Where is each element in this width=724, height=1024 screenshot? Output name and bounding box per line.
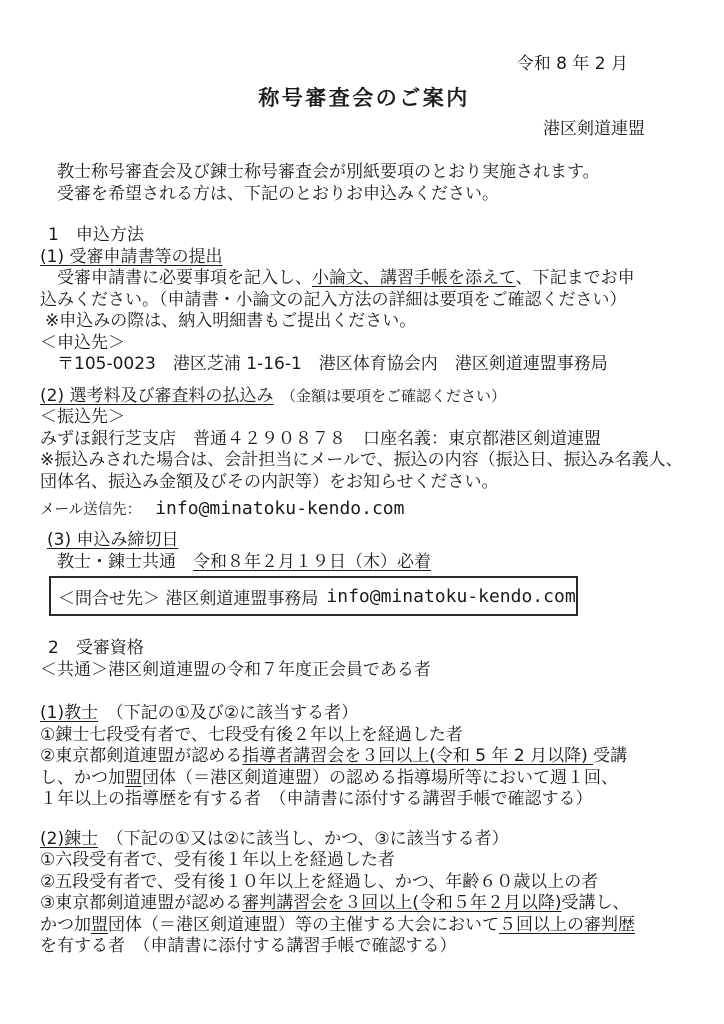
text-segment: 団体（＝港区剣道連盟）の認める指導場所等において週１回、 [142, 767, 618, 788]
kyoshi-item-2-line-2 [40, 768, 688, 790]
kyoshi-item-2-line-3: １年以上の指導歴を有する者 （申請書に添付する講習手帳で確認する） [40, 789, 593, 809]
deadline-line [40, 552, 688, 574]
intro-line-2: 受審を希望される方は、下記のとおりお申込みください。 [40, 183, 499, 204]
subsection-1-2-title-line [40, 386, 688, 408]
kyoshi-title: (1)教士 [40, 703, 99, 723]
underlined-segment: 審判講習会を３回以上(令和５年２月以降) [242, 893, 562, 913]
issuing-organization: 港区剣道連盟 [543, 118, 645, 139]
submission-paragraph-line-1 [40, 268, 688, 290]
renshi-title-line [40, 829, 688, 851]
text-segment: かつ加 [40, 914, 91, 935]
renshi-item-2: ②五段受有者で、受有後１０年以上を経過し、かつ、年齢６０歳以上の者 [40, 871, 599, 892]
mail-address: info@minatoku-kendo.com [155, 498, 405, 519]
kyoshi-title-note: （下記の①及び②に該当する者） [98, 703, 359, 723]
contact-box-email: info@minatoku-kendo.com [326, 585, 576, 607]
underlined-segment: 盟 [125, 767, 142, 788]
subsection-1-1-title: (1) 受審申請書等の提出 [40, 246, 223, 267]
submission-note: ※申込みの際は、納入明細書もご提出ください。 [45, 311, 417, 331]
contact-box [49, 576, 578, 616]
payment-note-line-2: 団体名、振込み金額及びその内訳等）をお知らせください。 [40, 471, 499, 492]
subsection-1-3-title-line [40, 530, 688, 552]
underlined-segment: 盟 [91, 914, 108, 935]
renshi-title-note: （下記の①又は②に該当し、かつ、③に該当する者） [98, 828, 509, 849]
text-segment: ②東京都剣道連盟が認める [40, 746, 243, 766]
subsection-1-3-title: (3) 申込み締切日 [47, 530, 179, 550]
contact-box-label: ＜問合せ先＞ 港区剣道連盟事務局 [58, 588, 319, 609]
renshi-title: (2)錬士 [40, 828, 99, 849]
submission-paragraph-line-2: 込みください。（申請書・小論文の記入方法の詳細は要項をご確認ください） [40, 289, 627, 310]
underlined-segment: 小論文、講習手帳を添えて [312, 268, 516, 288]
mail-label: メール送信先： [40, 502, 142, 518]
text-segment: し、かつ加 [40, 767, 125, 788]
deadline-date: 令和８年２月１９日（木）必着 [193, 551, 431, 572]
deadline-scope: 教士・錬士共通 [40, 551, 193, 572]
document-title: 称号審査会のご案内 [258, 85, 470, 110]
text-segment: 団体（＝港区剣道連盟）等の主催する大会において [108, 914, 499, 935]
issue-date: 令和 8 年 2 月 [516, 54, 628, 74]
underlined-segment: 指導者講習会を３回以上(令和 5 年 2 月以降) [242, 746, 594, 766]
text-segment: 受審申請書に必要事項を記入し、 [40, 268, 312, 288]
intro-line-1: 教士称号審査会及び錬士称号審査会が別紙要項のとおり実施されます。 [40, 162, 600, 182]
underlined-segment: ５回以上の審判歴 [499, 914, 635, 935]
text-segment: 受講し、 [561, 893, 630, 913]
eligibility-common: ＜共通＞港区剣道連盟の令和７年度正会員である者 [40, 659, 431, 680]
kyoshi-item-2-line-1 [40, 746, 688, 768]
bank-account: みずほ銀行芝支店 普通４２９０８７８ 口座名義：東京都港区剣道連盟 [40, 428, 601, 449]
section-2-heading: 2 受審資格 [48, 638, 144, 658]
bank-label: ＜振込先＞ [40, 407, 125, 427]
text-segment: 受講 [593, 746, 628, 766]
payment-note-line-1: ※振込みされた場合は、会計担当にメールで、振込の内容（振込日、振込み名義人、 [40, 450, 683, 470]
subsection-1-1-title-line [40, 247, 688, 269]
text-segment: ③東京都剣道連盟が認める [40, 893, 243, 913]
section-1-heading: 1 申込方法 [48, 225, 144, 245]
subsection-1-2-title: (2) 選考料及び審査料の払込み [40, 385, 274, 406]
text-segment: 、下記までお申 [515, 268, 635, 288]
kyoshi-item-1: ①錬士七段受有者で、七段受有後２年以上を経過した者 [40, 724, 463, 745]
renshi-item-3-line-1 [40, 893, 688, 915]
renshi-item-3-line-2 [40, 915, 688, 937]
kyoshi-title-line [40, 703, 688, 725]
destination-address: 〒105-0023 港区芝浦 1-16-1 港区体育協会内 港区剣道連盟事務局 [40, 354, 608, 374]
mail-destination-line [40, 497, 688, 522]
renshi-item-3-line-3: を有する者 （申請書に添付する講習手帳で確認する） [40, 936, 457, 956]
destination-label: ＜申込先＞ [40, 332, 125, 353]
subsection-1-2-title-note: （金額は要項をご確認ください） [273, 386, 506, 405]
renshi-item-1: ①六段受有者で、受有後１年以上を経過した者 [40, 850, 395, 870]
